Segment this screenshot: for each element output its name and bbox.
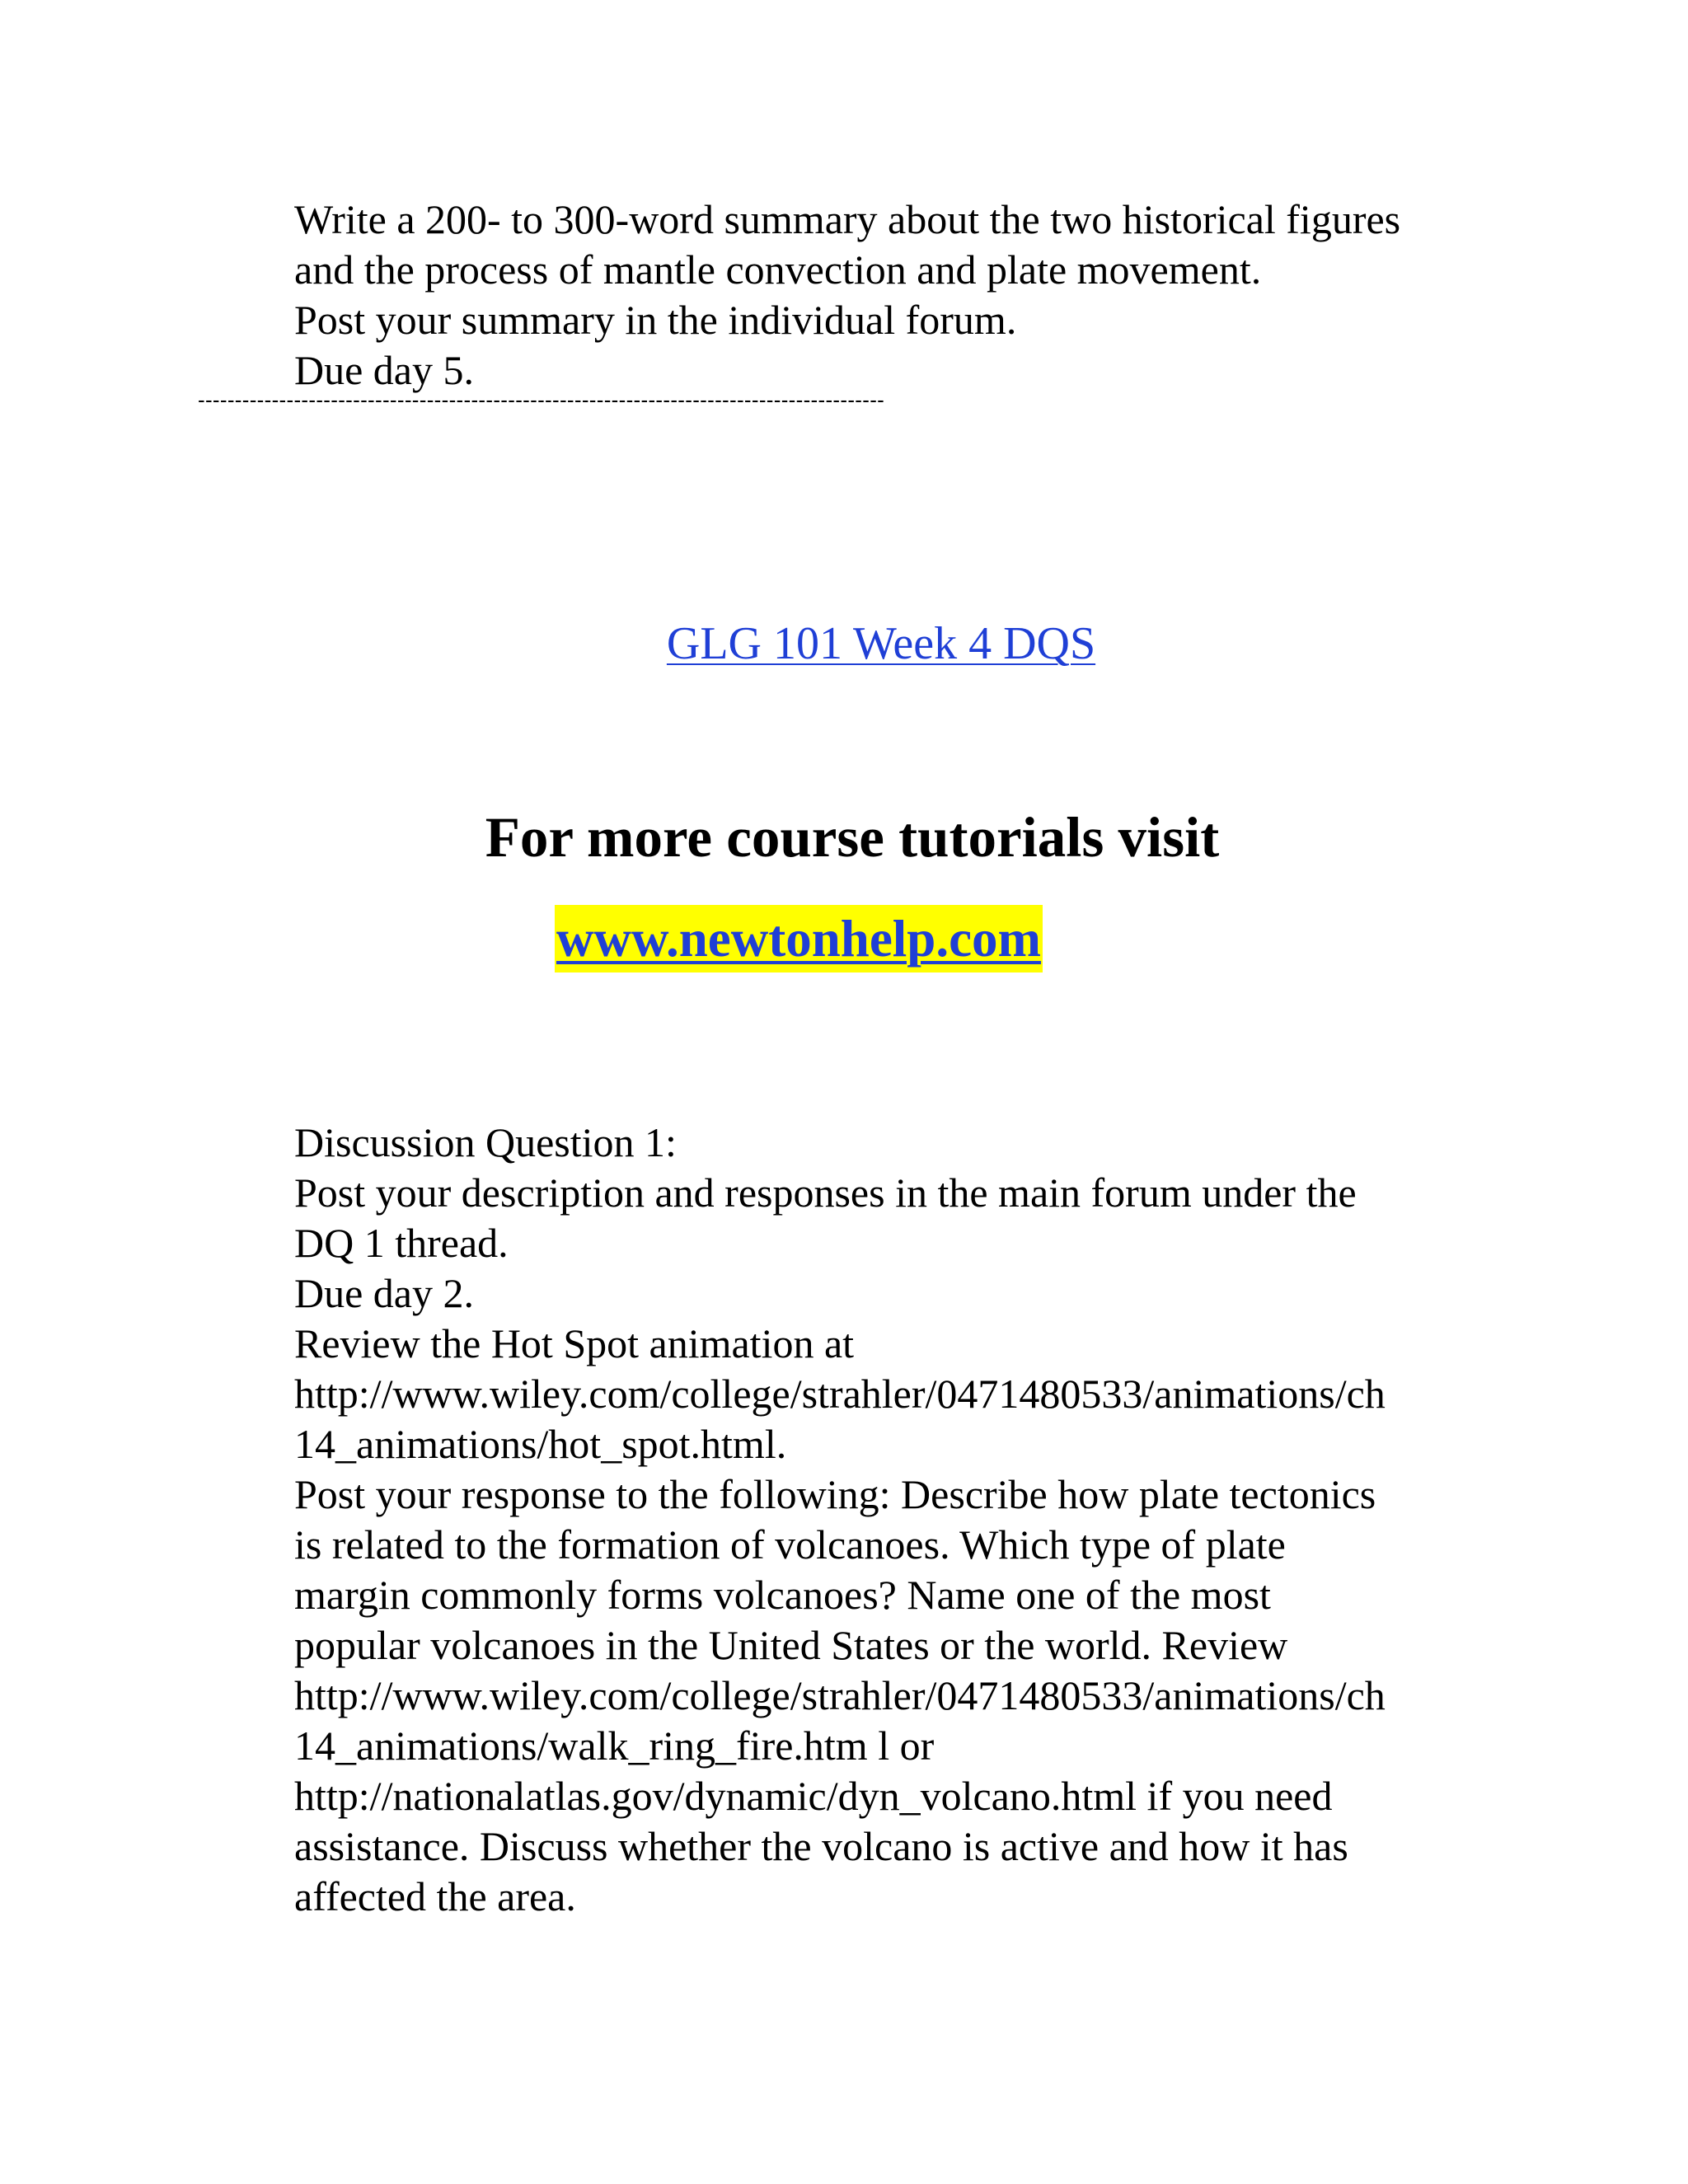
dq-line: is related to the formation of volcanoes. Which type of plate <box>294 1521 1286 1568</box>
dq-url-line: http://www.wiley.com/college/strahler/0471480533/animations/ch <box>294 1672 1386 1718</box>
assignment-instructions <box>294 194 1531 396</box>
course-title-link[interactable]: GLG 101 Week 4 DQS <box>666 618 1096 669</box>
dq-url-line: 14_animations/hot_spot.html. <box>294 1421 787 1467</box>
dq-line: Post your response to the following: Describe how plate tectonics <box>294 1471 1376 1517</box>
dq-line: margin commonly forms volcanoes? Name one of the most <box>294 1572 1271 1618</box>
promo-site-link[interactable]: www.newtonhelp.com <box>556 910 1042 968</box>
dq-line: Post your description and responses in the main forum under the <box>294 1169 1357 1216</box>
instruction-line: Write a 200- to 300-word summary about the two historical figures <box>294 196 1401 242</box>
dq-line: affected the area. <box>294 1873 576 1919</box>
promo-heading-text: For more course tutorials visit <box>485 806 1220 869</box>
dq-url-line: 14_animations/walk_ring_fire.htm l or <box>294 1722 935 1769</box>
instruction-line: Due day 5. <box>294 347 474 393</box>
dashed-separator: --------------------------------------------------------------------------------------------- <box>198 387 885 412</box>
dq-url-line: http://nationalatlas.gov/dynamic/dyn_volcano.html if you need <box>294 1773 1333 1819</box>
dq-line: assistance. Discuss whether the volcano is active and how it has <box>294 1823 1348 1869</box>
dq-line: Review the Hot Spot animation at <box>294 1320 855 1366</box>
dq-line: Due day 2. <box>294 1270 474 1316</box>
dq-url-line: http://www.wiley.com/college/strahler/0471480533/animations/ch <box>294 1371 1386 1417</box>
dq-line: DQ 1 thread. <box>294 1220 509 1266</box>
instruction-line: Post your summary in the individual forum. <box>294 297 1017 343</box>
promo-site-highlight <box>555 905 1043 972</box>
instruction-line: and the process of mantle convection and plate movement. <box>294 246 1262 293</box>
dq-title: Discussion Question 1: <box>294 1119 677 1165</box>
course-title-row <box>0 616 1688 671</box>
dq-line: popular volcanoes in the United States or the world. Review <box>294 1622 1288 1668</box>
promo-heading <box>0 804 1688 871</box>
discussion-question <box>294 1118 1531 1922</box>
